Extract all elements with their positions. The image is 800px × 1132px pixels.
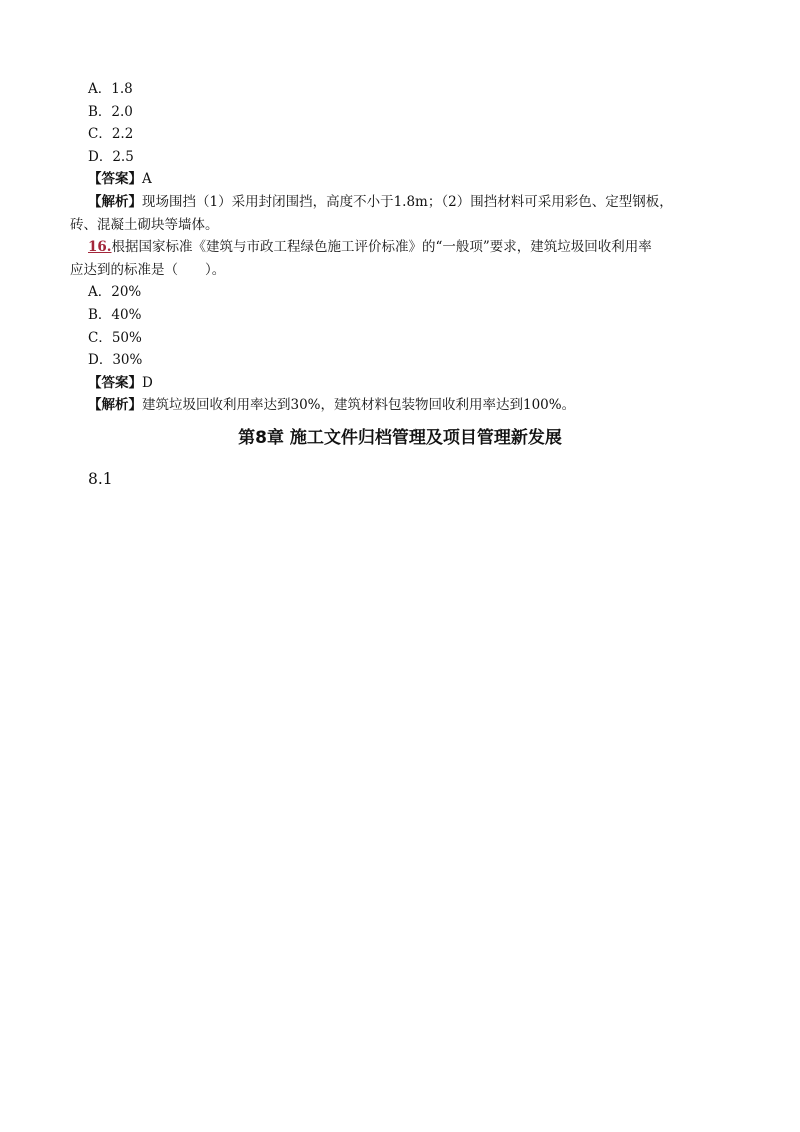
- q16-option-c: C．50%: [88, 329, 142, 346]
- q16-question: [70, 236, 730, 259]
- q16-option-a: A．20%: [88, 284, 142, 301]
- analysis-text-1: 现场围挡（1）采用封闭围挡，高度不小于1.8m；（2）围挡材料可采用彩色、定型钢板，: [142, 193, 673, 210]
- q15-answer: [70, 168, 730, 191]
- section-heading: 8.1: [88, 469, 113, 488]
- q16-analysis: [70, 394, 730, 417]
- answer-tag: 【答案】: [88, 171, 142, 188]
- q16-question-cont: 应达到的标准是（ ）。: [70, 261, 226, 278]
- q15-analysis-cont: 砖、混凝土砌块等墙体。: [70, 216, 219, 233]
- question-text-1: 根据国家标准《建筑与市政工程绿色施工评价标准》的“一般项”要求，建筑垃圾回收利用率: [111, 239, 652, 256]
- q15-analysis: [70, 191, 730, 214]
- question-number: 16.: [88, 239, 112, 256]
- q15-option-d: D．2.5: [88, 148, 134, 165]
- q16-option-d: D．30%: [88, 352, 143, 369]
- q15-option-c: C．2.2: [88, 126, 134, 143]
- q16-answer: [70, 372, 730, 395]
- answer-value: A: [142, 171, 152, 188]
- chapter-title: 第8章 施工文件归档管理及项目管理新发展: [238, 427, 562, 448]
- analysis-tag: 【解析】: [88, 397, 142, 414]
- answer-value: D: [142, 374, 153, 391]
- q16-option-b: B．40%: [88, 306, 142, 323]
- page-content: [70, 78, 730, 491]
- analysis-text: 建筑垃圾回收利用率达到30%，建筑材料包装物回收利用率达到100%。: [142, 397, 576, 414]
- answer-tag: 【答案】: [88, 374, 142, 391]
- q15-option-a: A．1.8: [88, 81, 133, 97]
- q15-option-b: B．2.0: [88, 103, 133, 120]
- analysis-tag: 【解析】: [88, 193, 142, 210]
